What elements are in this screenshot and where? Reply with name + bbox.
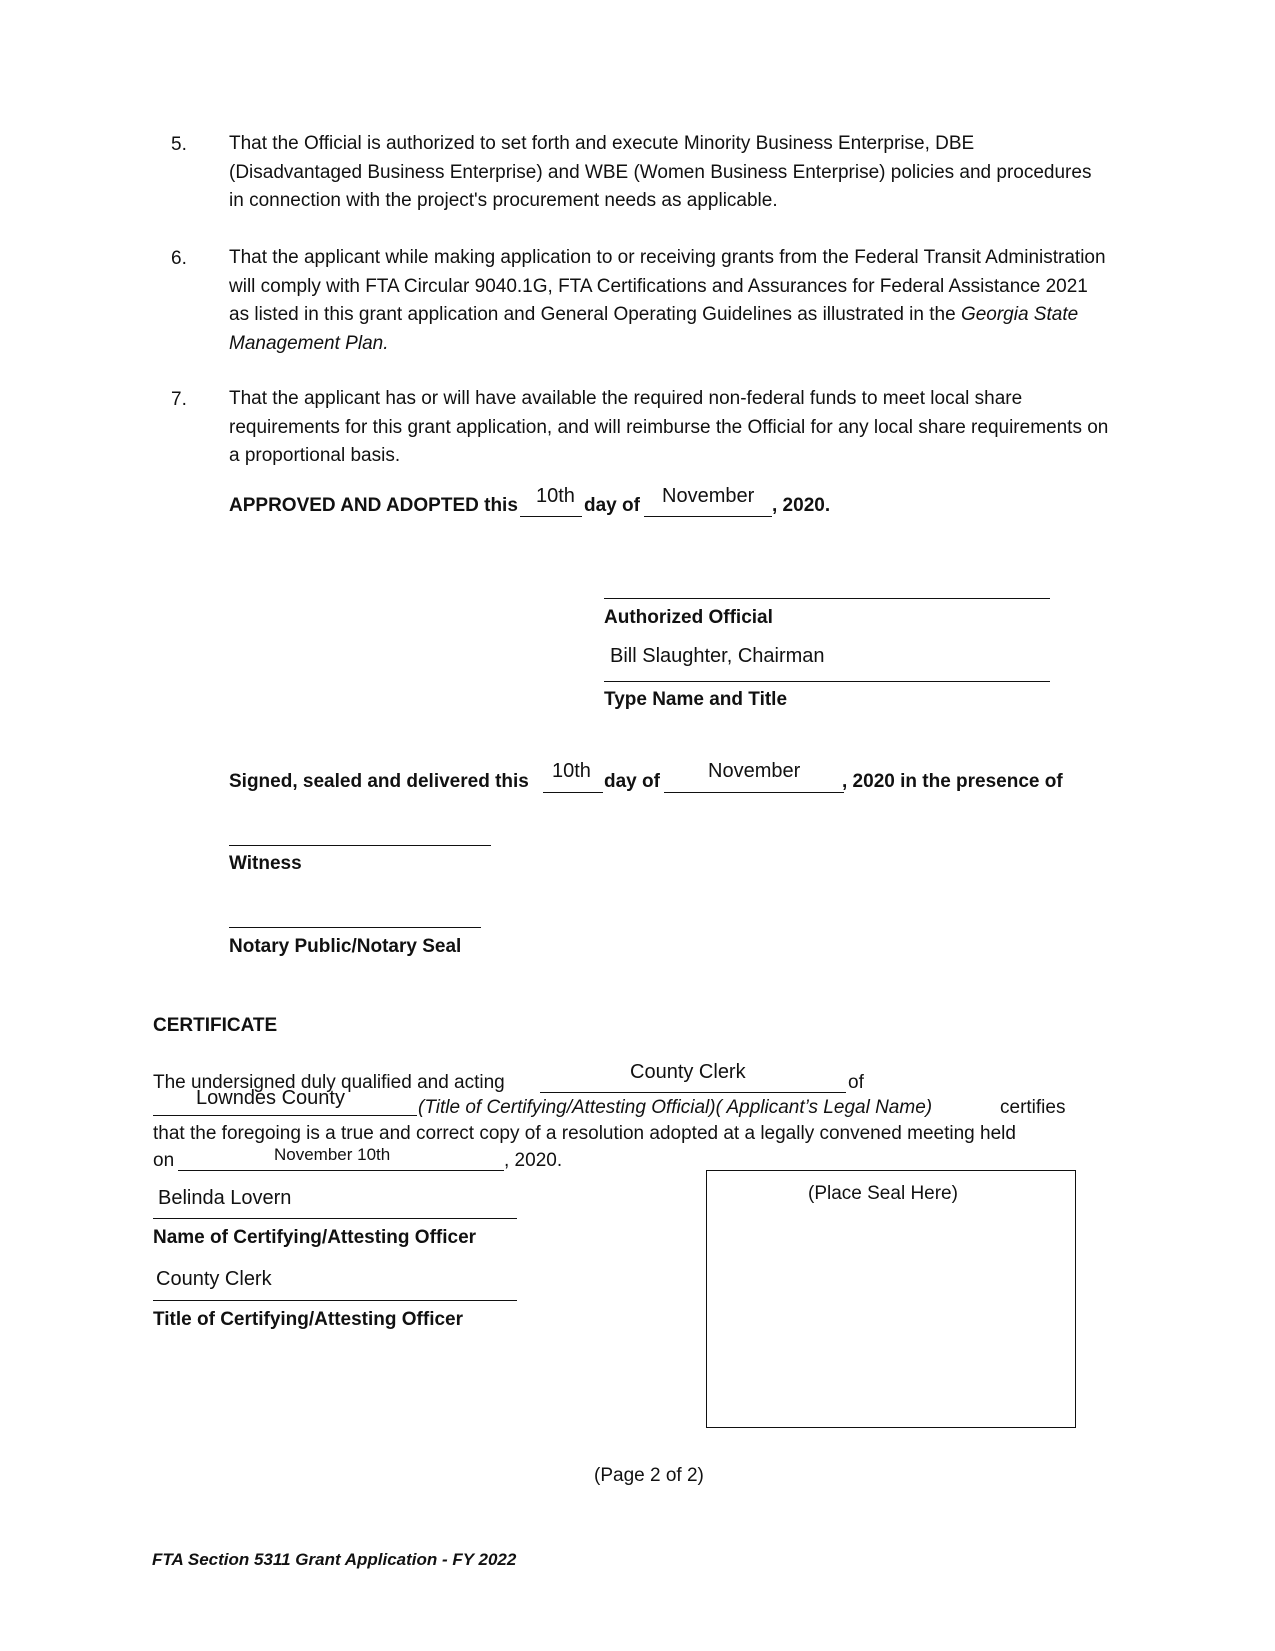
- approved-mid: day of: [584, 495, 640, 516]
- item-text-main: That the applicant while making application to or receiving grants from the Federal Transit Administration will comply with FTA Circular 9040.1G, FTA Certifications and Assurances for Federal Assistance 2021 as listed in this grant application and General Operating Guidelines as illustrated in the: [229, 247, 1106, 325]
- certificate-date-line: [178, 1170, 504, 1171]
- signed-month-line: [664, 792, 844, 793]
- item-text: That the applicant has or will have available the required non-federal funds to meet local share requirements for this grant application, and will reimburse the Official for any local share requirements on a proportional basis.: [229, 388, 1109, 466]
- certificate-line2-suffix: certifies: [1000, 1097, 1066, 1118]
- item-number: 7.: [171, 389, 187, 410]
- officer-name-label: Name of Certifying/Attesting Officer: [153, 1227, 477, 1248]
- certificate-title-line: [540, 1092, 846, 1093]
- approved-month-value[interactable]: November: [662, 485, 755, 507]
- certificate-applicant-line: [153, 1115, 417, 1116]
- witness-label: Witness: [229, 853, 302, 874]
- witness-line: [229, 845, 491, 846]
- signature-line: [604, 598, 1050, 599]
- officer-name-line: [153, 1218, 517, 1219]
- certificate-line4-prefix: on: [153, 1150, 175, 1171]
- certificate-line1-prefix: The undersigned duly qualified and acting: [153, 1072, 505, 1093]
- certificate-line1-suffix: of: [848, 1072, 864, 1093]
- seal-box: [706, 1170, 1076, 1428]
- officer-name-value[interactable]: Belinda Lovern: [158, 1187, 292, 1209]
- footer-text: FTA Section 5311 Grant Application - FY 2022: [152, 1550, 517, 1569]
- approved-prefix: APPROVED AND ADOPTED this: [229, 495, 518, 516]
- certificate-applicant-value[interactable]: Lowndes County: [196, 1087, 345, 1109]
- approved-day-line: [520, 516, 582, 517]
- notary-label: Notary Public/Notary Seal: [229, 936, 462, 957]
- signed-mid: day of: [604, 771, 660, 792]
- officer-title-label: Title of Certifying/Attesting Officer: [153, 1309, 464, 1330]
- officer-title-value[interactable]: County Clerk: [156, 1268, 272, 1290]
- certificate-line3: that the foregoing is a true and correct copy of a resolution adopted at a legally convened meeting held: [153, 1123, 1016, 1144]
- certificate-title-value[interactable]: County Clerk: [630, 1061, 746, 1083]
- certificate-line4-suffix: , 2020.: [504, 1150, 563, 1171]
- seal-label: (Place Seal Here): [808, 1183, 958, 1204]
- certificate-heading: CERTIFICATE: [153, 1015, 278, 1036]
- certificate-line2-italic: (Title of Certifying/Attesting Official)( Applicant’s Legal Name): [418, 1097, 933, 1118]
- notary-line: [229, 927, 481, 928]
- signed-day-value[interactable]: 10th: [552, 760, 591, 782]
- item-number: 5.: [171, 134, 187, 155]
- signed-day-line: [543, 792, 603, 793]
- authorized-official-label: Authorized Official: [604, 607, 773, 628]
- approved-month-line: [644, 516, 772, 517]
- item-text: [229, 244, 1109, 358]
- certificate-date-value[interactable]: November 10th: [274, 1145, 391, 1164]
- management-plan-title: Georgia State Management Plan.: [229, 304, 1079, 354]
- approved-suffix: , 2020.: [772, 495, 831, 516]
- item-text: That the Official is authorized to set forth and execute Minority Business Enterprise, DBE (Disadvantaged Business Enterprise) and WBE (Women Business Enterprise) policies and procedures in connection with the project's procurement needs as applicable.: [229, 133, 1092, 211]
- approved-day-value[interactable]: 10th: [536, 485, 575, 507]
- name-title-line: [604, 681, 1050, 682]
- signed-suffix: , 2020 in the presence of: [842, 771, 1063, 792]
- page-number: (Page 2 of 2): [594, 1465, 704, 1486]
- item-number: 6.: [171, 248, 187, 269]
- officer-title-line: [153, 1300, 517, 1301]
- signed-month-value[interactable]: November: [708, 760, 801, 782]
- type-name-title-label: Type Name and Title: [604, 689, 788, 710]
- official-name-value[interactable]: Bill Slaughter, Chairman: [610, 645, 825, 667]
- signed-prefix: Signed, sealed and delivered this: [229, 771, 529, 792]
